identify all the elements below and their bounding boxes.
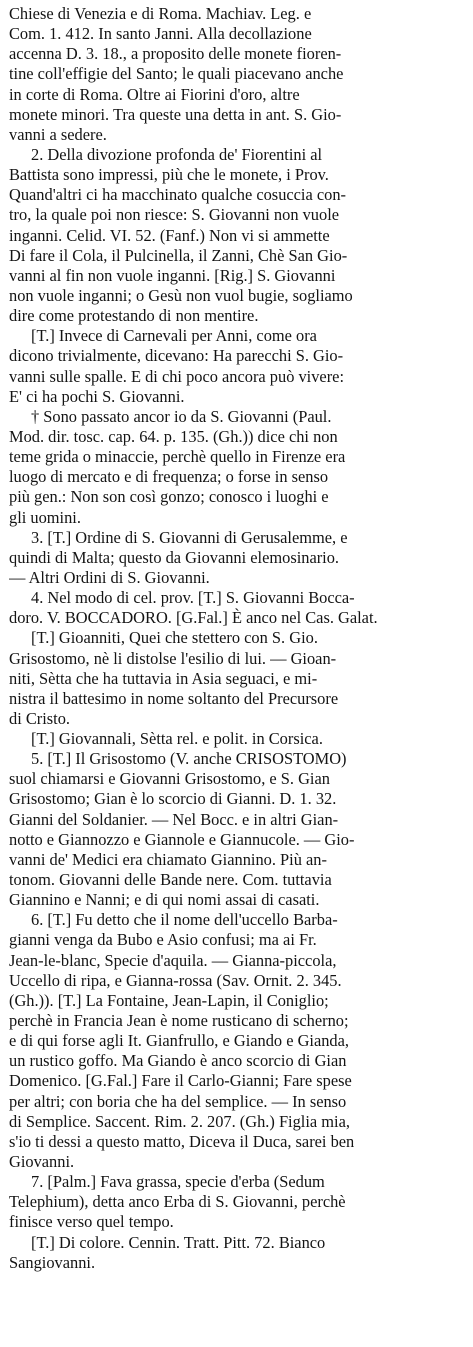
- text-line: Grisostomo; Gian è lo scorcio di Gianni. D. 1. 32.: [9, 789, 337, 809]
- text-line: in corte di Roma. Oltre ai Fiorini d'oro, altre: [9, 84, 300, 104]
- text-line: gianni venga da Bubo e Asio confusi; ma ai Fr.: [9, 930, 317, 950]
- text-line: Giovanni.: [9, 1152, 75, 1172]
- text-line: [T.] Giovannali, Sètta rel. e polit. in Corsica.: [31, 729, 323, 749]
- text-line: vanni de' Medici era chiamato Giannino. Più an-: [9, 849, 327, 869]
- text-line: tro, la quale poi non riesce: S. Giovanni non vuole: [9, 205, 340, 225]
- text-line: 3. [T.] Ordine di S. Giovanni di Gerusalemme, e: [31, 527, 348, 547]
- text-line: di Cristo.: [9, 708, 71, 728]
- text-line: Uccello di ripa, e Gianna-rossa (Sav. Ornit. 2. 345.: [9, 970, 342, 990]
- text-line: Sangiovanni.: [9, 1252, 96, 1272]
- text-line: vanni sulle spalle. E di chi poco ancora può vivere:: [9, 366, 344, 386]
- text-line: non vuole inganni; o Gesù non vuol bugie, sogliamo: [9, 285, 353, 305]
- text-line: vanni al fin non vuole inganni. [Rig.] S. Giovanni: [9, 265, 336, 285]
- text-line: [T.] Di colore. Cennin. Tratt. Pitt. 72. Bianco: [31, 1232, 326, 1252]
- text-line: Jean-le-blanc, Specie d'aquila. — Gianna-piccola,: [9, 950, 337, 970]
- text-line: inganni. Celid. VI. 52. (Fanf.) Non vi si ammette: [9, 225, 330, 245]
- text-line: Com. 1. 412. In santo Janni. Alla decollazione: [9, 24, 312, 44]
- text-line: suol chiamarsi e Giovanni Grisostomo, e S. Gian: [9, 769, 330, 789]
- text-line: e di qui forse agli It. Gianfrullo, e Giando e Gianda,: [9, 1031, 350, 1051]
- text-line: teme grida o minaccie, perchè quello in Firenze era: [9, 447, 346, 467]
- text-line: 5. [T.] Il Grisostomo (V. anche CRISOSTOMO): [31, 749, 347, 769]
- text-line: Telephium), detta anco Erba di S. Giovanni, perchè: [9, 1192, 346, 1212]
- text-line: Quand'altri ci ha macchinato qualche cosuccia con-: [9, 185, 346, 205]
- text-line: Mod. dir. tosc. cap. 64. p. 135. (Gh.)) dice chi non: [9, 426, 338, 446]
- text-line: s'io ti dessi a questo matto, Diceva il Duca, sarei ben: [9, 1131, 355, 1151]
- text-line: perchè in Francia Jean è nome rusticano di scherno;: [9, 1011, 349, 1031]
- text-line: un rustico goffo. Ma Giando è anco scorcio di Gian: [9, 1051, 347, 1071]
- text-line: niti, Sètta che ha tuttavia in Asia seguaci, e mi-: [9, 668, 318, 688]
- text-line: vanni a sedere.: [9, 124, 107, 144]
- text-line: Gianni del Soldanier. — Nel Bocc. e in altri Gian-: [9, 809, 339, 829]
- text-line: 7. [Palm.] Fava grassa, specie d'erba (Sedum: [31, 1172, 325, 1192]
- text-line: dire come protestando di non mentire.: [9, 306, 259, 326]
- text-line: † Sono passato ancor io da S. Giovanni (Paul.: [31, 406, 332, 426]
- text-line: luogo di mercato e di frequenza; o forse in senso: [9, 467, 329, 487]
- text-line: — Altri Ordini di S. Giovanni.: [9, 567, 210, 587]
- text-line: monete minori. Tra queste una detta in ant. S. Gio-: [9, 104, 342, 124]
- text-line: [T.] Gioanniti, Quei che stettero con S. Gio.: [31, 628, 318, 648]
- text-line: Grisostomo, nè li distolse l'esilio di lui. — Gioan-: [9, 648, 337, 668]
- text-line: tine coll'effigie del Santo; le quali piacevano anche: [9, 64, 344, 84]
- text-line: Battista sono impressi, più che le monete, i Prov.: [9, 165, 329, 185]
- text-line: 4. Nel modo di cel. prov. [T.] S. Giovanni Bocca-: [31, 588, 355, 608]
- text-line: accenna D. 3. 18., a proposito delle monete fioren-: [9, 44, 342, 64]
- text-line: di Semplice. Saccent. Rim. 2. 207. (Gh.) Figlia mia,: [9, 1111, 350, 1131]
- text-line: dicono trivialmente, dicevano: Ha parecchi S. Gio-: [9, 346, 344, 366]
- text-line: tonom. Giovanni delle Bande nere. Com. tuttavia: [9, 870, 332, 890]
- text-line: finisce verso quel tempo.: [9, 1212, 174, 1232]
- text-line: gli uomini.: [9, 507, 81, 527]
- text-line: notto e Giannozzo e Giannole e Giannucole. — Gio-: [9, 829, 355, 849]
- text-line: (Gh.)). [T.] La Fontaine, Jean-Lapin, il Coniglio;: [9, 990, 329, 1010]
- text-line: 6. [T.] Fu detto che il nome dell'uccello Barba-: [31, 910, 338, 930]
- text-line: Di fare il Cola, il Pulcinella, il Zanni, Chè San Gio-: [9, 245, 348, 265]
- text-line: più gen.: Non son così gonzo; conosco i luoghi e: [9, 487, 329, 507]
- text-line: Giannino e Nanni; e di qui nomi assai di casati.: [9, 890, 320, 910]
- text-line: 2. Della divozione profonda de' Fiorentini al: [31, 144, 323, 164]
- text-line: nistra il battesimo in nome soltanto del Precursore: [9, 688, 339, 708]
- text-line: doro. V. BOCCADORO. [G.Fal.] È anco nel Cas. Galat.: [9, 608, 378, 628]
- text-line: Chiese di Venezia e di Roma. Machiav. Leg. e: [9, 4, 312, 23]
- text-line: E' ci ha pochi S. Giovanni.: [9, 386, 185, 406]
- text-line: per altri; con boria che ha del semplice. — In senso: [9, 1091, 347, 1111]
- text-line: Domenico. [G.Fal.] Fare il Carlo-Gianni; Fare spese: [9, 1071, 352, 1091]
- text-line: [T.] Invece di Carnevali per Anni, come ora: [31, 326, 317, 346]
- text-line: quindi di Malta; questo da Giovanni elemosinario.: [9, 547, 340, 567]
